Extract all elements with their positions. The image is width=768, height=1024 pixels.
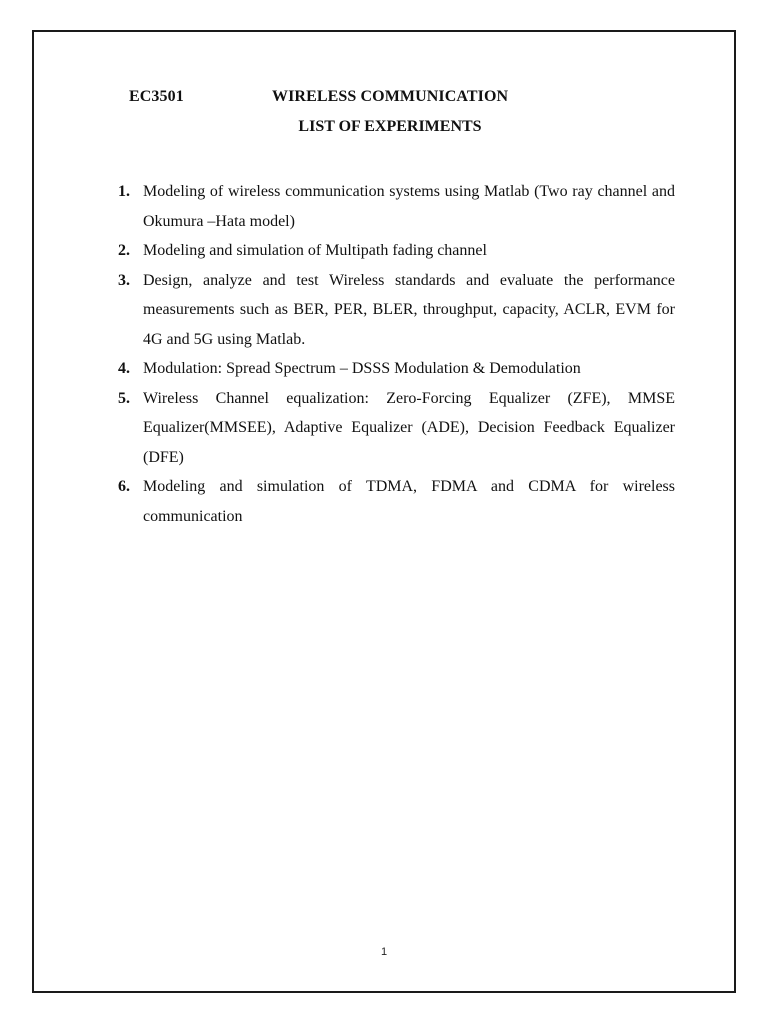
experiment-item-5: [118, 384, 675, 473]
document-header: [0, 86, 768, 110]
list-title: LIST OF EXPERIMENTS: [298, 118, 482, 135]
experiment-number: 6.: [118, 478, 130, 495]
list-title-row: [0, 118, 768, 136]
experiment-number: 3.: [118, 271, 130, 289]
experiment-text: Wireless Channel equalization: Zero-Forcing Equalizer (ZFE), MMSE Equalizer(MMSEE), Adaptive Equalizer (ADE), Decision Feedback Equalizer (DFE): [143, 389, 675, 466]
course-code: EC3501: [129, 88, 184, 105]
experiment-number: 4.: [118, 360, 130, 377]
experiment-item-3: [118, 266, 675, 355]
course-title: WIRELESS COMMUNICATION: [272, 88, 509, 105]
experiment-number: 1.: [118, 183, 130, 200]
experiment-list: [118, 177, 675, 531]
experiment-text: Modulation: Spread Spectrum – DSSS Modulation & Demodulation: [143, 360, 581, 377]
experiment-text: Modeling and simulation of Multipath fading channel: [143, 242, 487, 259]
experiment-text: Modeling of wireless communication systems using Matlab (Two ray channel and Okumura –Hata model): [143, 183, 675, 230]
experiment-item-1: [118, 177, 675, 236]
experiment-item-6: [118, 472, 675, 531]
experiment-text: Modeling and simulation of TDMA, FDMA and CDMA for wireless communication: [143, 478, 675, 525]
experiment-item-2: [118, 236, 675, 266]
experiment-number: 5.: [118, 389, 130, 407]
page-number: 1: [380, 946, 388, 958]
experiment-number: 2.: [118, 242, 130, 259]
experiment-item-4: [118, 354, 675, 384]
experiment-text: Design, analyze and test Wireless standards and evaluate the performance measurements such as BER, PER, BLER, throughput, capacity, ACLR, EVM for 4G and 5G using Matlab.: [143, 271, 675, 348]
